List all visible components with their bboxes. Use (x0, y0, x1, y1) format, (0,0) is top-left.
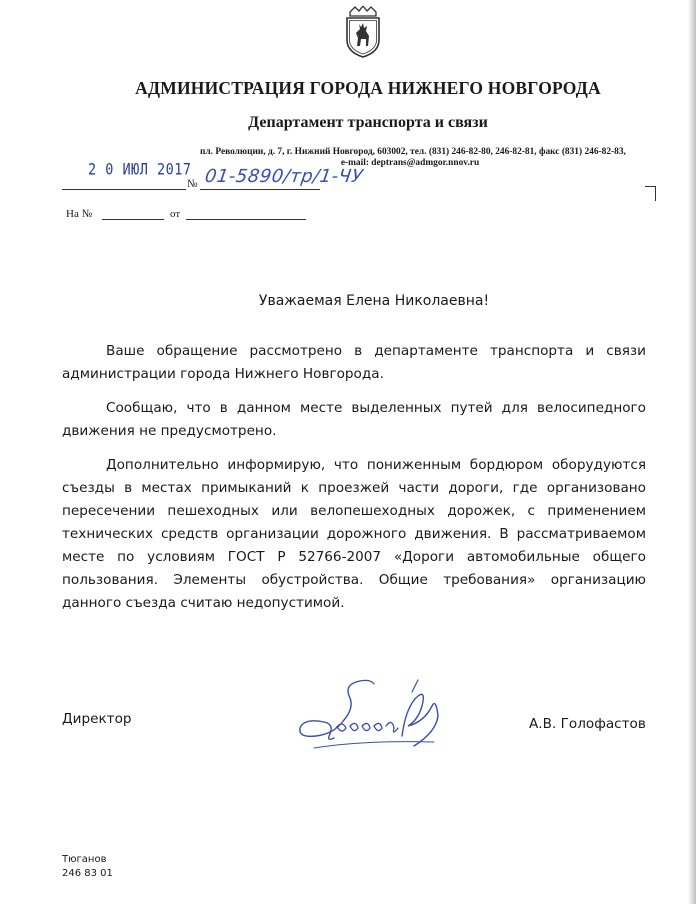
letter-body (62, 340, 646, 626)
paragraph: Дополнительно информирую, что пониженным бордюром оборудуются съезды в местах примыканий к проезжей части дороги, где организовано пересечении пешеходных или велопешеходных дорожек, с применением технических средств организации дорожного движения. В рассматриваемом месте по условиям ГОСТ Р 52766-2007 «Дороги автомобильные общего пользования. Элементы обустройства. Общие требования» организацию данного съезда считаю недопустимой. (62, 457, 646, 611)
reply-to-underline (102, 219, 164, 220)
outgoing-number: 01-5890/тр/1-ЧУ (203, 166, 365, 187)
from-underline (186, 219, 306, 220)
number-sign: № (187, 178, 198, 190)
date-underline (62, 189, 186, 190)
paragraph: Ваше обращение рассмотрено в департаменте транспорта и связи администрации города Нижнего Новгорода. (62, 343, 646, 382)
executor-name: Тюганов (62, 854, 107, 865)
paragraph: Сообщаю, что в данном месте выделенных путей для велосипедного движения не предусмотрено. (62, 400, 646, 439)
number-underline (200, 189, 320, 190)
date-stamp: 2 0 ИЮЛ 2017 (88, 160, 192, 180)
address-corner-mark (645, 186, 656, 201)
address-line: пл. Революции, д. 7, г. Нижний Новгород, 603002, тел. (831) 246-82-80, 246-82-81, факс (831) 246-82-83, (200, 147, 626, 157)
reply-to-label: На № (66, 208, 93, 220)
organization-name: АДМИНИСТРАЦИЯ ГОРОДА НИЖНЕГО НОВГОРОДА (135, 78, 601, 98)
executor-phone: 246 83 01 (62, 868, 113, 879)
email-line: e-mail: deptrans@admgor.nnov.ru (340, 158, 480, 168)
greeting: Уважаемая Елена Николаевна! (258, 293, 490, 309)
department-name: Департамент транспорта и связи (248, 114, 488, 131)
coat-of-arms-icon (344, 6, 382, 58)
from-label: от (170, 208, 181, 220)
signatory-title: Директор (62, 711, 132, 727)
signatory-name: А.В. Голофастов (529, 716, 646, 732)
scan-edge-shadow (688, 0, 696, 904)
handwritten-signature (294, 676, 462, 754)
